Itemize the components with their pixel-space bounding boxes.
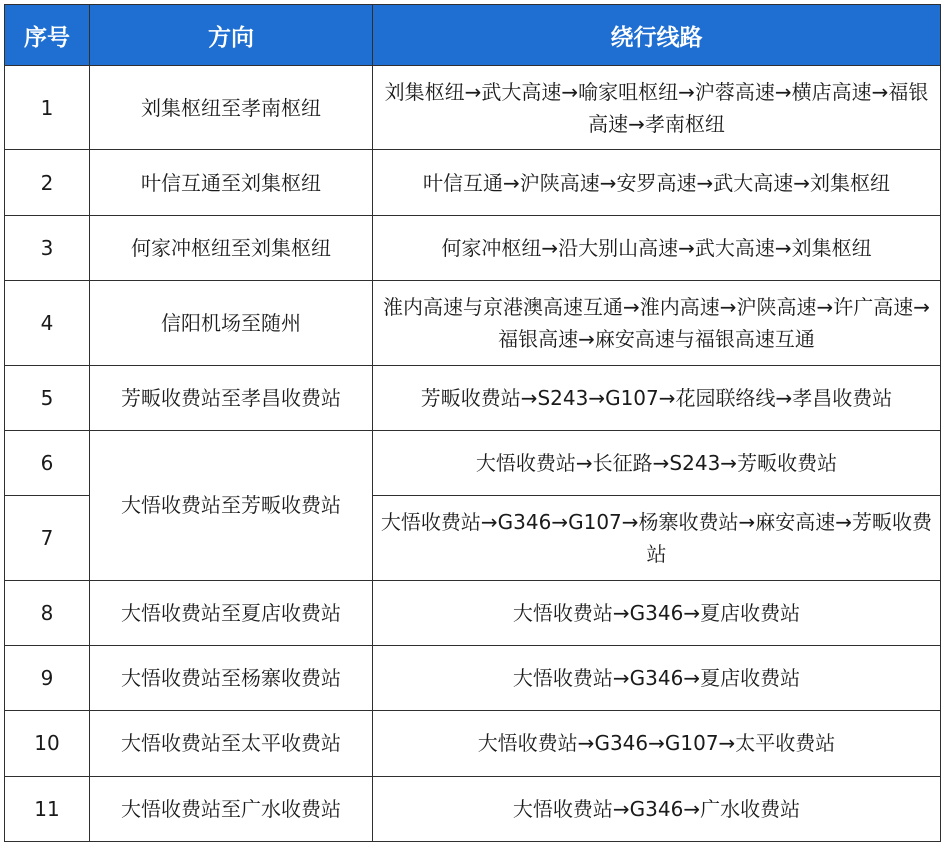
row-route: 大悟收费站→长征路→S243→芳畈收费站 [373, 430, 941, 495]
table-row [5, 215, 941, 280]
row-direction: 大悟收费站至杨寨收费站 [90, 645, 373, 710]
table-row [5, 365, 941, 430]
header-direction: 方向 [90, 5, 373, 66]
row-no: 11 [5, 776, 90, 841]
row-route: 大悟收费站→G346→夏店收费站 [373, 645, 941, 710]
table-row [5, 150, 941, 215]
row-route: 大悟收费站→G346→G107→太平收费站 [373, 711, 941, 776]
table-row [5, 580, 941, 645]
row-direction: 大悟收费站至太平收费站 [90, 711, 373, 776]
row-route: 何家冲枢纽→沿大别山高速→武大高速→刘集枢纽 [373, 215, 941, 280]
row-no: 6 [5, 430, 90, 495]
row-no: 2 [5, 150, 90, 215]
header-route: 绕行线路 [373, 5, 941, 66]
row-no: 9 [5, 645, 90, 710]
row-direction: 刘集枢纽至孝南枢纽 [90, 66, 373, 150]
table-header-row [5, 5, 941, 66]
row-route: 大悟收费站→G346→夏店收费站 [373, 580, 941, 645]
row-route: 叶信互通→沪陕高速→安罗高速→武大高速→刘集枢纽 [373, 150, 941, 215]
row-no: 5 [5, 365, 90, 430]
row-route: 刘集枢纽→武大高速→喻家咀枢纽→沪蓉高速→横店高速→福银高速→孝南枢纽 [373, 66, 941, 150]
row-no: 8 [5, 580, 90, 645]
row-direction: 大悟收费站至芳畈收费站 [90, 430, 373, 580]
table-row [5, 776, 941, 841]
row-direction: 芳畈收费站至孝昌收费站 [90, 365, 373, 430]
table-row [5, 281, 941, 365]
row-direction: 大悟收费站至广水收费站 [90, 776, 373, 841]
table-row [5, 711, 941, 776]
detour-routes-table [4, 4, 941, 842]
row-direction: 信阳机场至随州 [90, 281, 373, 365]
header-no: 序号 [5, 5, 90, 66]
table-row [5, 66, 941, 150]
table-row [5, 645, 941, 710]
row-route: 大悟收费站→G346→广水收费站 [373, 776, 941, 841]
table-row [5, 430, 941, 495]
row-no: 7 [5, 496, 90, 580]
row-route: 芳畈收费站→S243→G107→花园联络线→孝昌收费站 [373, 365, 941, 430]
row-direction: 叶信互通至刘集枢纽 [90, 150, 373, 215]
row-no: 10 [5, 711, 90, 776]
row-route: 淮内高速与京港澳高速互通→淮内高速→沪陕高速→许广高速→福银高速→麻安高速与福银高速互通 [373, 281, 941, 365]
row-no: 4 [5, 281, 90, 365]
row-direction: 大悟收费站至夏店收费站 [90, 580, 373, 645]
row-route: 大悟收费站→G346→G107→杨寨收费站→麻安高速→芳畈收费站 [373, 496, 941, 580]
row-no: 3 [5, 215, 90, 280]
row-direction: 何家冲枢纽至刘集枢纽 [90, 215, 373, 280]
row-no: 1 [5, 66, 90, 150]
